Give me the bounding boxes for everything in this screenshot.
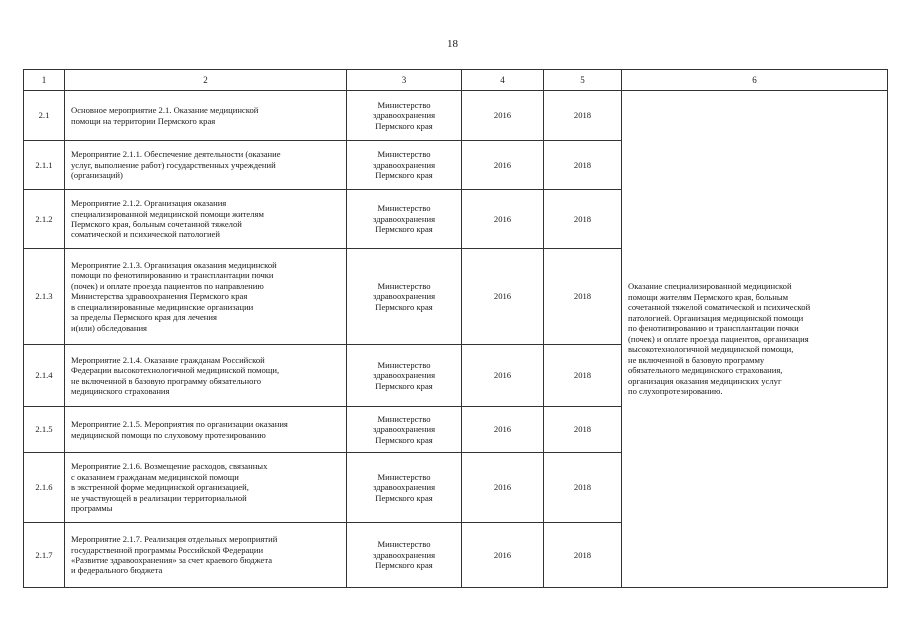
- row-number: 2.1.7: [24, 523, 65, 588]
- start-year: 2016: [462, 249, 544, 345]
- measure-text: Мероприятие 2.1.4. Оказание гражданам Российской Федерации высокотехнологичной медицинской помощи, не включенной в базовую программу обязательного медицинского страхования: [65, 345, 347, 407]
- column-header: 2: [65, 70, 347, 91]
- end-year: 2018: [544, 453, 622, 523]
- responsible-ministry: Министерство здравоохранения Пермского края: [347, 141, 462, 190]
- end-year: 2018: [544, 523, 622, 588]
- start-year: 2016: [462, 453, 544, 523]
- responsible-ministry: Министерство здравоохранения Пермского края: [347, 249, 462, 345]
- end-year: 2018: [544, 190, 622, 249]
- row-number: 2.1.4: [24, 345, 65, 407]
- start-year: 2016: [462, 190, 544, 249]
- responsible-ministry: Министерство здравоохранения Пермского края: [347, 345, 462, 407]
- start-year: 2016: [462, 91, 544, 141]
- start-year: 2016: [462, 345, 544, 407]
- end-year: 2018: [544, 407, 622, 453]
- row-number: 2.1.5: [24, 407, 65, 453]
- table-row: [24, 91, 888, 141]
- measure-text: Мероприятие 2.1.5. Мероприятия по организации оказания медицинской помощи по слуховому протезированию: [65, 407, 347, 453]
- row-number: 2.1: [24, 91, 65, 141]
- measure-text: Мероприятие 2.1.3. Организация оказания медицинской помощи по фенотипированию и трансплантации почки (почек) и оплате проезда пациентов по направлению Министерства здравоохранения Пермского края в специализированные медицинские организации за пределы Пермского края для лечения и(или) обследования: [65, 249, 347, 345]
- column-header: 3: [347, 70, 462, 91]
- measures-table: [23, 69, 888, 588]
- responsible-ministry: Министерство здравоохранения Пермского края: [347, 91, 462, 141]
- start-year: 2016: [462, 141, 544, 190]
- responsible-ministry: Министерство здравоохранения Пермского края: [347, 190, 462, 249]
- measure-text: Мероприятие 2.1.2. Организация оказания специализированной медицинской помощи жителям Пермского края, больным сочетанной тяжелой соматической и психической патологией: [65, 190, 347, 249]
- responsible-ministry: Министерство здравоохранения Пермского края: [347, 407, 462, 453]
- measure-text: Мероприятие 2.1.1. Обеспечение деятельности (оказание услуг, выполнение работ) государственных учреждений (организаций): [65, 141, 347, 190]
- page-number: 18: [447, 38, 458, 50]
- responsible-ministry: Министерство здравоохранения Пермского края: [347, 453, 462, 523]
- end-year: 2018: [544, 91, 622, 141]
- start-year: 2016: [462, 523, 544, 588]
- table-header-row: [24, 70, 888, 91]
- column-header: 4: [462, 70, 544, 91]
- row-number: 2.1.1: [24, 141, 65, 190]
- column-header: 5: [544, 70, 622, 91]
- responsible-ministry: Министерство здравоохранения Пермского края: [347, 523, 462, 588]
- row-number: 2.1.6: [24, 453, 65, 523]
- column-header: 1: [24, 70, 65, 91]
- end-year: 2018: [544, 249, 622, 345]
- expected-result: Оказание специализированной медицинской помощи жителям Пермского края, больным сочетанной тяжелой соматической и психической патологией. Организация медицинской помощи по фенотипированию и трансплантации почки (почек) и оплате проезда пациентов, организация высокотехнологичной медицинской помощи, не включенной в базовую программу обязательного медицинского страхования, организация оказания медицинских услуг по слухопротезированию.: [622, 91, 888, 588]
- row-number: 2.1.3: [24, 249, 65, 345]
- measure-text: Основное мероприятие 2.1. Оказание медицинской помощи на территории Пермского края: [65, 91, 347, 141]
- column-header: 6: [622, 70, 888, 91]
- measure-text: Мероприятие 2.1.7. Реализация отдельных мероприятий государственной программы Российской Федерации «Развитие здравоохранения» за счет краевого бюджета и федерального бюджета: [65, 523, 347, 588]
- row-number: 2.1.2: [24, 190, 65, 249]
- start-year: 2016: [462, 407, 544, 453]
- measure-text: Мероприятие 2.1.6. Возмещение расходов, связанных с оказанием гражданам медицинской помощи в экстренной форме медицинской организацией, не участвующей в реализации территориальной программы: [65, 453, 347, 523]
- end-year: 2018: [544, 141, 622, 190]
- end-year: 2018: [544, 345, 622, 407]
